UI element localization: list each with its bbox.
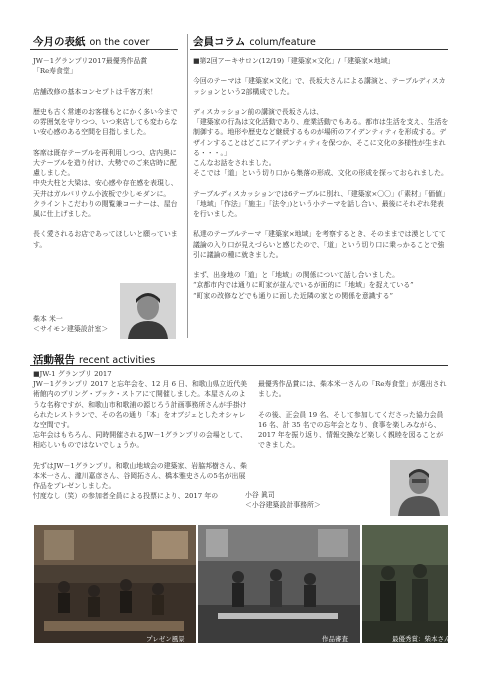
cover-paragraph: 長く愛されるお店であってほしいと願っています。: [33, 230, 178, 249]
cover-author-org: ＜サイモン建築設計室＞: [33, 325, 109, 333]
cover-heading-rule: [30, 49, 178, 50]
photo-caption: プレゼン風景: [146, 635, 185, 643]
cover-author: [33, 314, 108, 334]
cover-paragraph: 店舗改修の基本コンセプトは千客万来！: [33, 87, 158, 96]
activities-heading-en: recent activities: [79, 355, 156, 366]
column-heading-en: colum/feature: [249, 37, 316, 48]
cover-author-name: 柴本 米一: [33, 315, 63, 323]
cover-paragraph: 客席は既存テーブルを再利用しつつ、店内奥に大テーブルを造り付け、大勢でのご来店時に配慮しました。 中央大柱と大梁は、安心感や存在感を表現し、天井はガルバリウム小波板で少しモダンに。 クライントこだわりの閲覧兼コーナーは、屋台風に仕上げました。: [33, 148, 178, 218]
cover-heading-ja: 今月の表紙: [33, 36, 86, 48]
cover-heading-en: on the cover: [89, 37, 150, 48]
cover-paragraph: 歴史も古く常連のお客様もとにかく多い今までの雰囲気を守りつつ、いつ来店しても変わらない安心感のある空間を目指しました。: [33, 107, 178, 137]
activities-paragraph: 最優秀作品賞には、柴本米一さんの「Re寿食堂」が選出されました。: [258, 380, 447, 399]
activities-left-body: [33, 369, 248, 502]
author-portrait-photo: [120, 283, 176, 339]
column-subtitle: ■第2回アーキサロン(12/19)「建築家×文化」/「建築家×地域」: [193, 57, 395, 65]
column-paragraph: まず、出身地の「道」と「地域」の関係について話し合いました。 “京都市内では通りに町家が並んでいるが面的に「地域」を捉えている” “町家の改修などでも通りに面した近隣の家との関係を意識する”: [193, 271, 414, 300]
column-heading: [193, 34, 316, 49]
activities-heading-ja: 活動報告: [33, 354, 75, 366]
photo-caption: 最優秀賞：柴本さん: [392, 635, 451, 643]
cover-paragraph: JW－1グランプリ2017最優秀作品賞 「Re寿食堂」: [33, 57, 148, 76]
activities-subtitle: ■JW-1 グランプリ 2017: [33, 370, 112, 378]
column-paragraph: テーブルディスカッションでは6テーブルに別れ、「建築家×〇〇」(「素材」「価値」「地域」「作法」「施主」「法令」)という小テーマを話し合い、最後にそれぞれ発表を行いました。: [193, 189, 449, 218]
reporter-portrait-photo: [390, 460, 448, 516]
cover-heading: [33, 34, 149, 49]
activities-heading-rule: [30, 365, 448, 366]
column-paragraph: 私達のテーブルテーマ「建築家×地域」を考察するとき、そのままでは漠としてて議論の入り口が見えづらいと感じたので、「道」という切り口に乗っかることで強引に議論の種に就きました。: [193, 230, 446, 259]
column-heading-ja: 会員コラム: [193, 36, 246, 48]
activities-paragraph: その後、正会員 19 名、そして参加してくださった協力会員 16 名、計 35 名での忘年会となり、食事を楽しみながら、2017 年を振り返り、情報交換など楽しく親睦を図ることができました。: [258, 410, 444, 450]
judging-scene-photo: [198, 525, 360, 643]
activities-paragraph: JW－1グランプリ 2017 と忘年会を、12 月 6 日、和歌山県立近代美術館内のプリング・ブック・ストアにて開催しました。本屋さんのような名称ですが、和歌山市和歌浦の源じろう計画事務所さんが手掛けられたレストランで、その名の通り「本」をオブジェとしたオシャレな空間です。 忘年会はもちろん、同時開催されるJW－1グランプリの会場として、相応しいものではないでしょうか。: [33, 380, 248, 450]
presentation-scene-photo: [34, 525, 196, 643]
award-winner-photo: [362, 525, 448, 643]
activities-author: [245, 490, 321, 510]
column-heading-rule: [190, 49, 448, 50]
column-paragraph: 今回のテーマは「建築家×文化」で、長坂大さんによる講演と、テーブルディスカッションという2部構成でした。: [193, 77, 446, 96]
activities-author-name: 小谷 眞司: [245, 491, 275, 499]
cover-body: [33, 56, 179, 260]
activities-author-org: ＜小谷建築設計事務所＞: [245, 501, 321, 509]
activities-right-body: [258, 379, 448, 461]
column-divider: [187, 34, 188, 338]
column-body: [193, 56, 449, 301]
column-paragraph: ディスカッション前の講演で長坂さんは、 「建築家の行為は文化活動であり、産業活動でもある。都市は生活を支え、生活を制御する。地形や歴史など継続するものが場所のアイデンティティを形成する。デザインすることはどこにアイデンティティを保つか、そこに文化の多様性が生まれる・・・。」 こんなお話をされました。 そこでは「道」という切り口から集落の形成、文化の形成を探っておられました。: [193, 107, 449, 178]
activities-paragraph: 先ずはJW－1グランプリ。和歌山地域会の建築家、岩脇邦樹さん、柴本米一さん、瀧川嘉彦さん、谷岡拓さん、橋本雅史さんの5名が出展作品をプレゼンしました。 忖度なし（笑）の参加者全員による投票により、2017 年の: [33, 461, 247, 501]
photo-caption: 作品審査: [322, 635, 348, 643]
